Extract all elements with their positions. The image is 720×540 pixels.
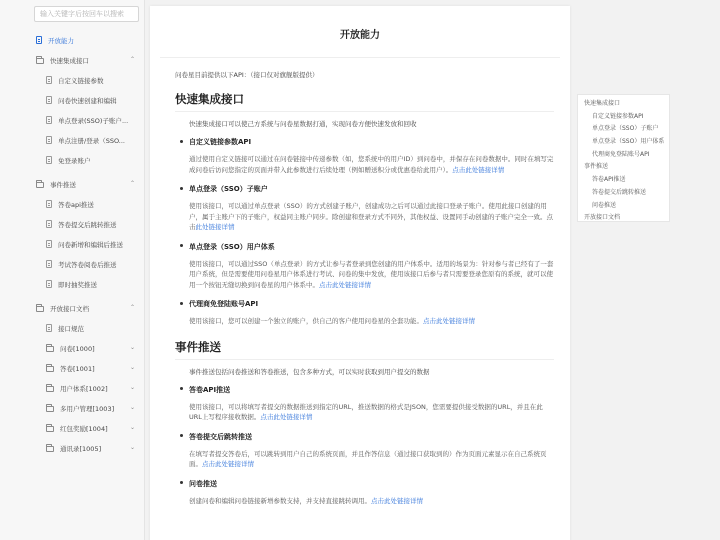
toc-item[interactable]: 单点登录（SSO）用户体系 — [592, 138, 665, 146]
api-item-text — [189, 496, 554, 507]
chevron-up-icon[interactable]: ⌃ — [129, 304, 136, 311]
api-item — [189, 432, 554, 470]
sidebar — [0, 0, 145, 540]
api-item-title: 答卷提交后跳转推送 — [189, 432, 554, 442]
sidebar-item[interactable] — [0, 418, 144, 438]
sidebar-item[interactable] — [0, 110, 144, 130]
section-description: 快速集成接口可以使己方系统与问卷星数据打通，实现问卷方便快速发放和回收 — [189, 120, 417, 128]
folder-icon — [46, 446, 54, 452]
api-item-description: 使用该接口，您可以创建一个独立的账户，供自己的客户使用问卷星的全套功能。 — [189, 317, 423, 325]
toc-item[interactable]: 单点登录（SSO）子账户 — [592, 125, 659, 133]
intro-text: 问卷星目前提供以下API：（接口仅对旗舰版提供） — [175, 71, 319, 79]
doc-icon — [46, 156, 52, 164]
api-item-description: 使用该接口，可以将填写者提交的数据推送到指定的URL，推送数据的格式是JSON，您需要提供接受数据的URL，并且在此URL上写程序接收数据。 — [189, 402, 543, 421]
toc-item[interactable]: 问卷推送 — [592, 201, 617, 209]
sections — [175, 91, 554, 506]
sidebar-item-label: 自定义链接参数 — [58, 76, 104, 85]
sidebar-item[interactable] — [0, 298, 144, 318]
api-item-description: 使用该接口，可以通过SSO（单点登录）的方式让参与者登录到您创建的用户体系中。适用的场景为：针对参与者已经有了一套用户系统，但是需要使用问卷星用户体系进行考试、问卷的集中发放，使用该接口后参与者只需要登录您原有的系统，就可以使用一个按钮无缝切换到问卷星的用户体系中。 — [189, 259, 554, 289]
chevron-down-icon[interactable]: ⌄ — [129, 404, 136, 411]
doc-icon — [36, 36, 42, 44]
sidebar-item-label: 考试答卷阅卷后推送 — [58, 260, 117, 269]
sidebar-item-label: 答卷提交后跳转推送 — [58, 220, 117, 229]
sidebar-item-label: 问卷[1000] — [60, 344, 95, 353]
details-link[interactable]: 点击此处链接详情 — [423, 317, 475, 325]
sidebar-item-label: 事件推送 — [50, 180, 76, 189]
api-item-text — [189, 154, 554, 175]
api-item-title: 单点登录（SSO）用户体系 — [189, 242, 554, 252]
details-link[interactable]: 点击此处链接详情 — [202, 460, 254, 468]
sidebar-item[interactable] — [0, 318, 144, 338]
sidebar-item[interactable] — [0, 130, 144, 150]
doc-icon — [46, 76, 52, 84]
api-item-title: 自定义链接参数API — [189, 137, 554, 147]
api-item — [189, 479, 554, 507]
sidebar-item[interactable] — [0, 274, 144, 294]
toc-list — [578, 98, 669, 225]
doc-icon — [46, 220, 52, 228]
api-item-title: 答卷API推送 — [189, 385, 554, 395]
sidebar-item[interactable] — [0, 90, 144, 110]
details-link[interactable]: 点击此处链接详情 — [371, 496, 423, 505]
folder-icon — [46, 426, 54, 432]
sidebar-item[interactable] — [0, 254, 144, 274]
toc-item[interactable]: 开放接口文档 — [584, 214, 621, 222]
title-divider — [160, 57, 560, 58]
details-link[interactable]: 此处链接详情 — [195, 223, 235, 231]
chevron-up-icon[interactable]: ⌃ — [129, 56, 136, 63]
section-description: 事件推送包括问卷推送和答卷推送，包含多种方式，可以实时获取到用户提交的数据 — [189, 367, 430, 376]
api-item-description: 创建问卷和编辑问卷链接新增参数支持，并支持直接跳转调用。 — [189, 496, 371, 505]
doc-icon — [46, 116, 52, 124]
chevron-down-icon[interactable]: ⌄ — [129, 444, 136, 451]
sidebar-item-label: 答卷[1001] — [60, 364, 95, 373]
chevron-down-icon[interactable]: ⌄ — [129, 424, 136, 431]
api-item — [189, 184, 554, 233]
details-link[interactable]: 点击此处链接详情 — [260, 413, 313, 421]
sidebar-item[interactable] — [0, 30, 144, 50]
folder-icon — [46, 346, 54, 352]
sidebar-item[interactable] — [0, 70, 144, 90]
api-item — [189, 299, 554, 327]
doc-icon — [46, 96, 52, 104]
toc-item[interactable]: 自定义链接参数API — [592, 112, 644, 120]
main-content — [150, 6, 570, 540]
sidebar-item[interactable] — [0, 398, 144, 418]
sidebar-item[interactable] — [0, 378, 144, 398]
sidebar-item-label: 红包奖励[1004] — [60, 424, 108, 433]
folder-icon — [36, 58, 44, 64]
details-link[interactable]: 点击此处链接详情 — [452, 165, 505, 174]
sidebar-item[interactable] — [0, 438, 144, 458]
api-item-text — [189, 402, 554, 423]
section-heading: 快速集成接口 — [175, 91, 554, 112]
sidebar-item-label: 快速集成接口 — [50, 56, 89, 65]
api-item-description: 通过使用自定义链接可以通过在问卷链接中传递参数（如，您系统中的用户ID）到问卷中，并保存在问卷数据中。同时在填写完成问卷后访问您指定的页面并带入此参数进行后续处理（例如赠送积分或优惠卷给此用户）。 — [189, 155, 554, 174]
toc-item[interactable]: 快速集成接口 — [584, 100, 621, 107]
page-title: 开放能力 — [340, 30, 380, 41]
sidebar-item[interactable] — [0, 194, 144, 214]
folder-icon — [46, 406, 54, 412]
api-item — [189, 137, 554, 175]
folder-icon — [46, 366, 54, 372]
api-item-description: 使用该接口，可以通过单点登录（SSO）的方式创建子账户，创建成功之后可以通过此接口登录子账户。使用此接口创建的用户，属于主账户下的子账户，权益同主账户同步。除创建和登录方式不同外，其他权益、设置同手动创建的子账户完全一致。点击 — [189, 202, 553, 231]
sidebar-item-label: 接口规范 — [58, 324, 84, 333]
sidebar-nav — [0, 30, 144, 458]
chevron-down-icon[interactable]: ⌄ — [129, 364, 136, 371]
table-of-contents — [577, 94, 670, 222]
toc-item[interactable]: 事件推送 — [584, 163, 609, 171]
article — [150, 70, 570, 506]
folder-icon — [36, 182, 44, 188]
sidebar-item[interactable] — [0, 234, 144, 254]
toc-item[interactable]: 答卷提交后跳转推送 — [592, 188, 647, 196]
sidebar-item[interactable] — [0, 338, 144, 358]
sidebar-item[interactable] — [0, 214, 144, 234]
sidebar-item-label: 问卷快速创建和编辑 — [58, 96, 117, 105]
doc-icon — [46, 240, 52, 248]
search-input[interactable] — [34, 6, 139, 22]
sidebar-item[interactable] — [0, 358, 144, 378]
section-heading: 事件推送 — [175, 339, 554, 360]
sidebar-item-label: 开放能力 — [48, 36, 74, 45]
sidebar-item[interactable] — [0, 174, 144, 194]
sidebar-item-label: 即时抽奖推送 — [58, 280, 97, 289]
api-item-title: 代理商免登陆账号API — [189, 299, 554, 309]
sidebar-item-label: 单点注册/登录（SSO... — [58, 136, 125, 145]
sidebar-item-label: 开放接口文档 — [50, 304, 89, 313]
doc-icon — [46, 280, 52, 288]
api-item-text — [189, 259, 554, 291]
api-item-description: 在填写者提交答卷后，可以跳转到用户自己的系统页面，并且作答信息（通过接口获取到的）作为页面元素显示在自己系统页面。 — [189, 449, 547, 468]
api-item-text — [189, 449, 554, 470]
sidebar-item-label: 多用户管理[1003] — [60, 404, 115, 413]
folder-icon — [46, 386, 54, 392]
api-item — [189, 385, 554, 423]
folder-icon — [36, 306, 44, 312]
doc-icon — [46, 324, 52, 332]
toc-item[interactable]: 答卷API推送 — [592, 176, 626, 184]
sidebar-item-label: 单点登录(SSO)子账户... — [58, 116, 129, 125]
sidebar-item-label: 通讯录[1005] — [60, 444, 102, 453]
sidebar-item-label: 答卷api推送 — [58, 200, 94, 209]
api-item-title: 问卷推送 — [189, 479, 554, 489]
toc-item[interactable]: 代理商免登陆账号API — [592, 150, 650, 158]
sidebar-item[interactable] — [0, 50, 144, 70]
api-item-title: 单点登录（SSO）子账户 — [189, 184, 554, 194]
chevron-down-icon[interactable]: ⌄ — [129, 344, 136, 351]
api-item-text — [189, 316, 554, 327]
chevron-up-icon[interactable]: ⌃ — [129, 180, 136, 187]
doc-icon — [46, 260, 52, 268]
details-link[interactable]: 点击此处链接详情 — [319, 280, 371, 289]
doc-icon — [46, 200, 52, 208]
sidebar-item-label: 用户体系[1002] — [60, 384, 108, 393]
api-item — [189, 242, 554, 291]
chevron-down-icon[interactable]: ⌄ — [129, 384, 136, 391]
sidebar-item-label: 问卷新增和编辑后推送 — [58, 240, 123, 249]
doc-icon — [46, 136, 52, 144]
sidebar-item-label: 免登录账户 — [58, 156, 91, 165]
api-item-text — [189, 201, 554, 233]
sidebar-item[interactable] — [0, 150, 144, 170]
